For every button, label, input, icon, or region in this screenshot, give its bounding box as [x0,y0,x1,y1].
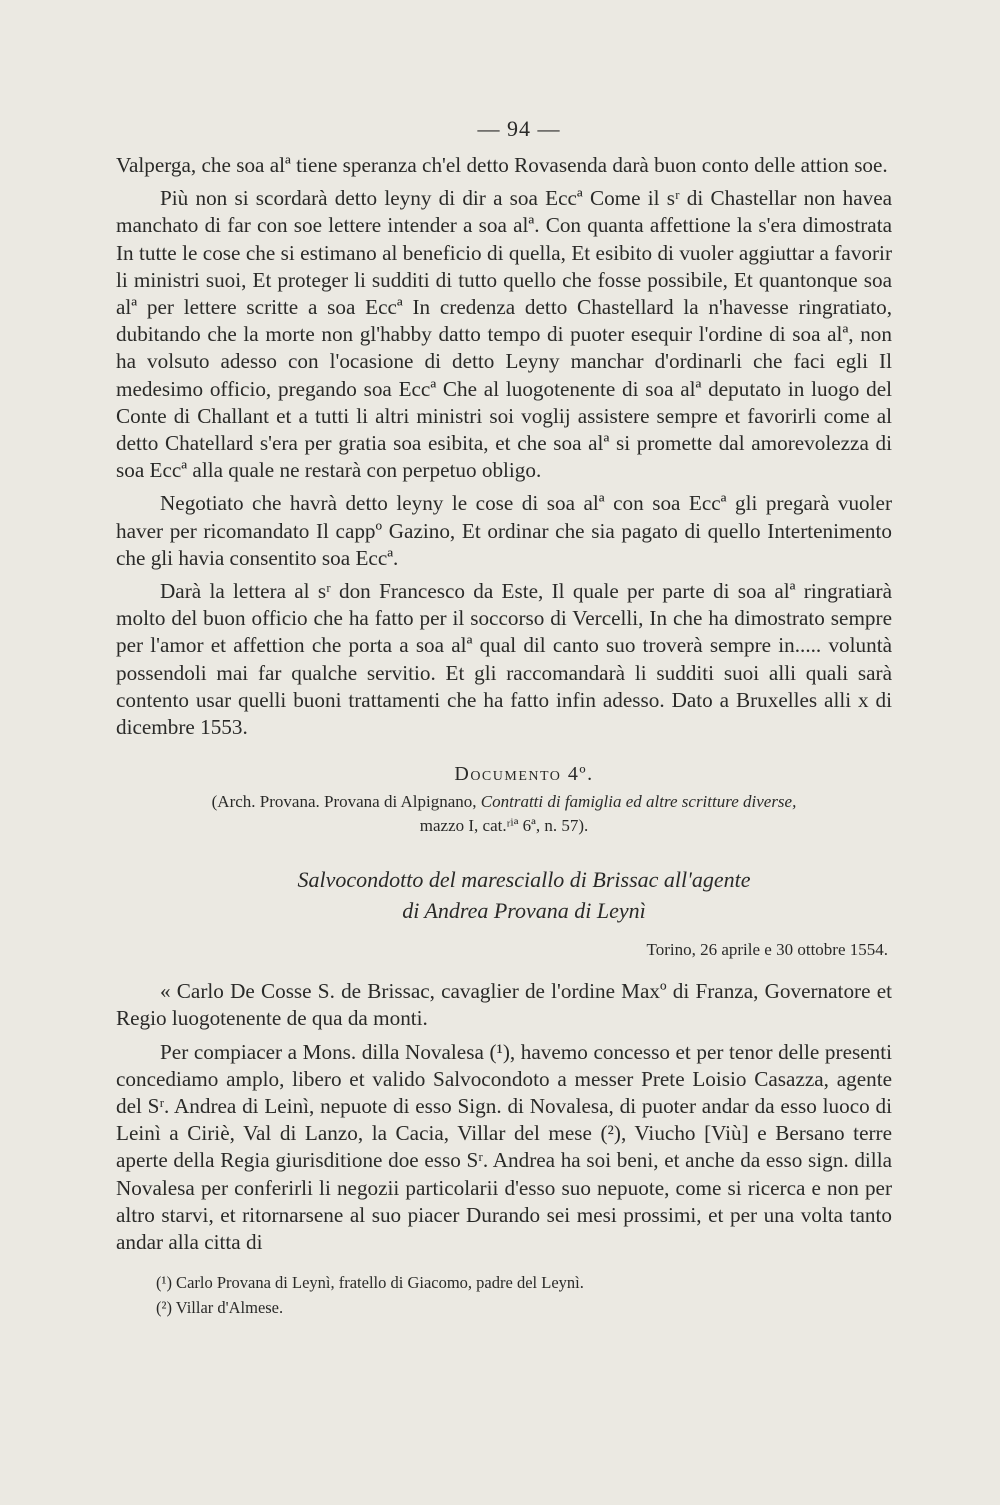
dateline: Torino, 26 aprile e 30 ottobre 1554. [646,940,888,960]
archive-source-title: Contratti di famiglia ed altre scritture diverse, [480,792,797,812]
archive-source-line-1 [116,790,892,814]
document-heading: Documento 4º. [454,763,594,786]
paragraph-continuation: Valperga, che soa alª tiene speranza ch'el detto Rovasenda darà buon conto delle attion soe. [116,153,888,177]
page-number: — 94 — [477,116,561,141]
archive-source-text: (Arch. Provana. Provana di Alpignano, [211,792,481,812]
paragraph-brissac: « Carlo De Cosse S. de Brissac, cavaglier de l'ordine Maxº di Franza, Governatore et Regio luogotenente de qua da monti. [116,979,892,1031]
document-title [116,864,892,926]
paragraph-chastellar: Più non si scordarà detto leyny di dir a soa Eccª Come il sʳ di Chastellar non havea manchato di far con soe lettere intender a soa alª. Con quanta affettione la s'era dimostrata In tutte le cose che si estimano al beneficio di quella, Et esibito di vuoler aggiuttar a favorir li ministri suoi, Et proteger li sudditi di tutto quello che fosse possibile, Et quantonque soa alª per lettere scritte a soa Eccª In credenza detto Chastellard la n'havesse ringratiato, dubitando che la morte non gl'habby datto tempo di puoter esequir l'ordine di soa alª, non ha volsuto adesso con l'ocasione di detto Leyny manchar d'ordinarli che faci egli Il medesimo officio, pregando soa Eccª Che al luogotenente di soa alª deputato in luogo del Conte di Challant et a tutti li altri ministri soi voglij assistere sempre et favorirli come al detto Chatellard s'era per gratia soa esibita, et che soa alª si promette dal amorevolezza di soa Eccª alla quale ne restarà con perpetuo obligo. [116,186,892,483]
document-title-line-1: Salvocondotto del maresciallo di Brissac all'agente [297,867,751,893]
footnote-2: (²) Villar d'Almese. [156,1298,284,1318]
document-title-line-2: di Andrea Provana di Leynì [402,898,646,924]
footnotes [116,1270,892,1320]
archive-source-line-2: mazzo I, cat.ʳⁱª 6ª, n. 57). [419,816,589,836]
paragraph-salvocondotto: Per compiacer a Mons. dilla Novalesa (¹), havemo concesso et per tenor delle presenti concediamo amplo, libero et valido Salvocondoto a messer Prete Loisio Casazza, agente del Sʳ. Andrea di Leinì, nepuote di esso Sign. di Novalesa, di puoter andar da esso luoco di Leinì a Ciriè, Val di Lanzo, la Cacia, Villar del mese (²), Viucho [Viù] e Bersano terre aperte della Regia giurisditione doe esso Sʳ. Andrea ha soi beni, et anche da esso sign. dilla Novalesa per conferirli li negozii particolarii d'esso suo nepuote, come si ricerca e non per altro starvi, et ritornarsene al suo piacer Durando sei mesi prossimi, et per una volta tanto andar alla citta di [116,1039,892,1255]
paragraph-gazino: Negotiato che havrà detto leyny le cose di soa alª con soa Eccª gli pregarà vuoler haver per ricomandato Il cappº Gazino, Et ordinar che sia pagato di quello Intertenimento che gli havia consentito soa Eccª. [116,491,892,570]
footnote-1: (¹) Carlo Provana di Leynì, fratello di Giacomo, padre del Leynì. [156,1273,584,1293]
page-content [116,116,892,1320]
paragraph-este: Darà la lettera al sʳ don Francesco da Este, Il quale per parte di soa alª ringratiarà molto del buon officio che ha fatto per il soccorso di Vercelli, In che ha dimostrato sempre per l'amor et affettion che porta a soa alª qual dil canto suo troverà sempre in..... voluntà possendoli mai far qualche servitio. Et gli raccomandarà li sudditi suoi alli quali sarà contento usar quelli buoni trattamenti che ha fatto infin adesso. Dato a Bruxelles alli x di dicembre 1553. [116,579,892,740]
